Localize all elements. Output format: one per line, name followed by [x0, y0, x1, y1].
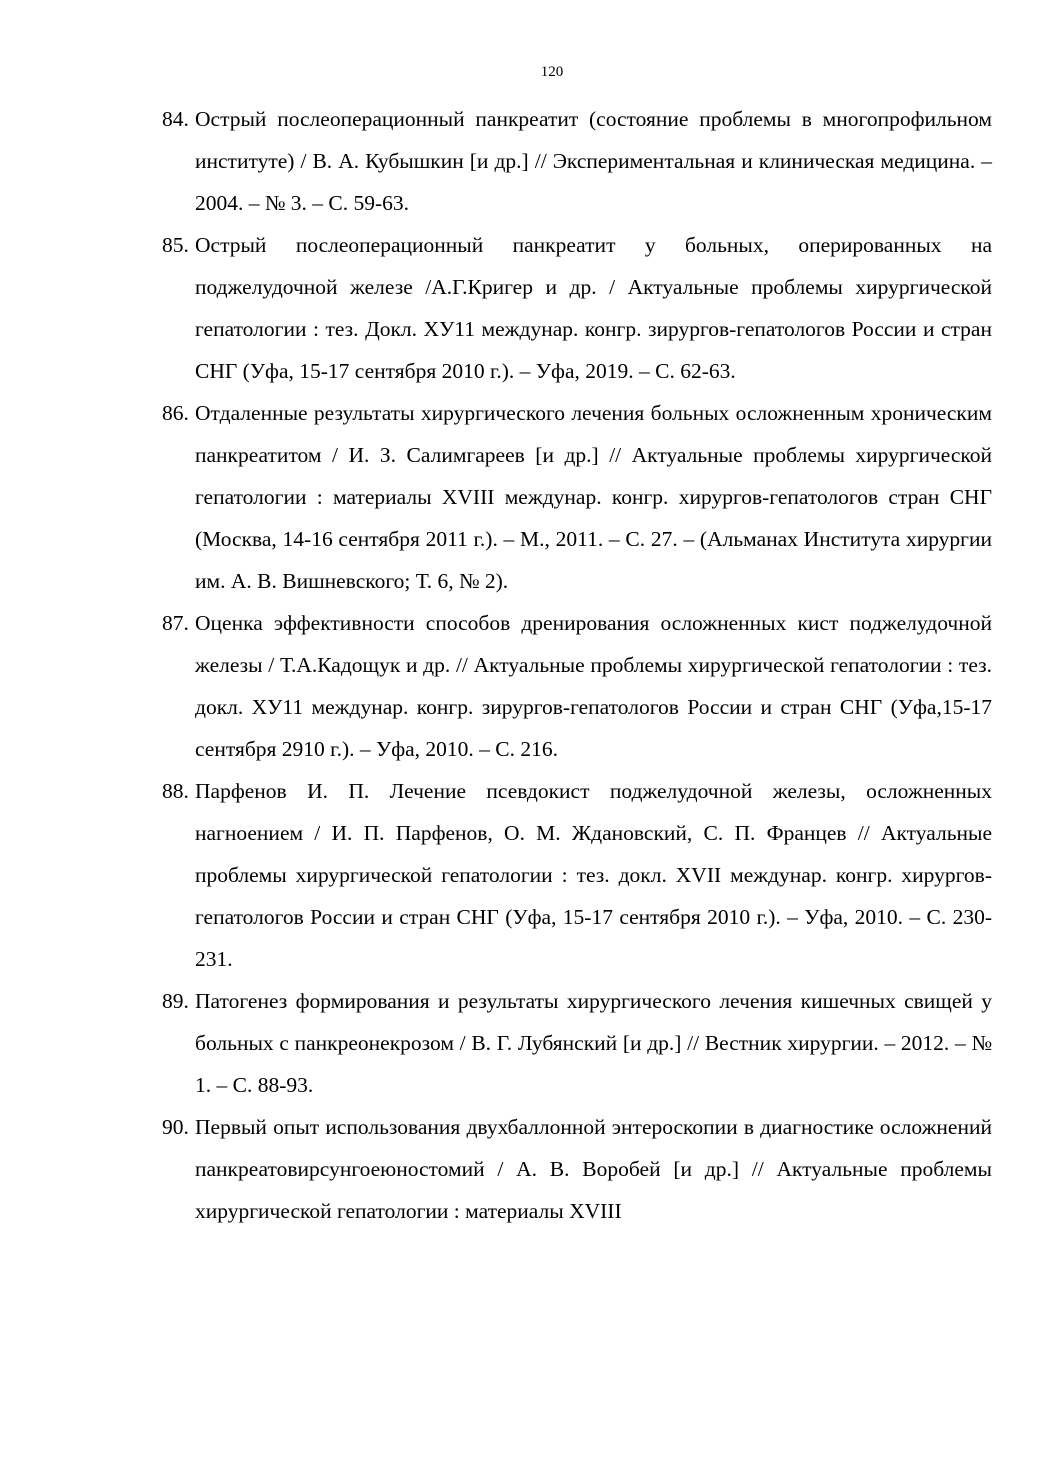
reference-item-86	[162, 392, 992, 602]
reference-item-84	[162, 98, 992, 224]
reference-text: Первый опыт использования двухбаллонной энтероскопии в диагностике осложнений панкреатовирсунгоеюностомий / А. В. Воробей [и др.] // Актуальные проблемы хирургической гепатологии : материалы XVIII	[195, 1115, 992, 1223]
reference-text: Оценка эффективности способов дренирования осложненных кист поджелудочной железы / Т.А.Кадощук и др. // Актуальные проблемы хирургической гепатологии : тез. докл. ХУ11 междунар. конгр. зирургов-гепатологов России и стран СНГ (Уфа,15-17 сентября 2910 г.). – Уфа, 2010. – С. 216.	[195, 611, 992, 761]
reference-text: Парфенов И. П. Лечение псевдокист поджелудочной железы, осложненных нагноением / И. П. Парфенов, О. М. Ждановский, С. П. Францев // Актуальные проблемы хирургической гепатологии : тез. докл. XVII междунар. конгр. хирургов-гепатологов России и стран СНГ (Уфа, 15-17 сентября 2010 г.). – Уфа, 2010. – С. 230-231.	[195, 779, 992, 971]
reference-number: 86.	[162, 401, 189, 425]
reference-number: 87.	[162, 611, 189, 635]
reference-number: 89.	[162, 989, 189, 1013]
reference-number: 85.	[162, 233, 189, 257]
reference-text: Отдаленные результаты хирургического лечения больных осложненным хроническим панкреатитом / И. З. Салимгареев [и др.] // Актуальные проблемы хирургической гепатологии : материалы XVIII междунар. конгр. хирургов-гепатологов стран СНГ (Москва, 14-16 сентября 2011 г.). – М., 2011. – С. 27. – (Альманах Института хирургии им. А. В. Вишневского; Т. 6, № 2).	[195, 401, 992, 593]
reference-text: Острый послеоперационный панкреатит (состояние проблемы в многопрофильном институте) / В. А. Кубышкин [и др.] // Экспериментальная и клиническая медицина. – 2004. – № 3. – С. 59-63.	[195, 107, 992, 215]
reference-text: Патогенез формирования и результаты хирургического лечения кишечных свищей у больных с панкреонекрозом / В. Г. Лубянский [и др.] // Вестник хирургии. – 2012. – № 1. – С. 88-93.	[195, 989, 992, 1097]
reference-text: Острый послеоперационный панкреатит у больных, оперированных на поджелудочной железе /А.Г.Кригер и др. / Актуальные проблемы хирургической гепатологии : тез. Докл. ХУ11 междунар. конгр. зирургов-гепатологов России и стран СНГ (Уфа, 15-17 сентября 2010 г.). – Уфа, 2019. – С. 62-63.	[195, 233, 992, 383]
reference-item-87	[162, 602, 992, 770]
reference-number: 90.	[162, 1115, 189, 1139]
reference-item-88	[162, 770, 992, 980]
reference-number: 88.	[162, 779, 189, 803]
reference-list	[162, 98, 992, 1232]
reference-number: 84.	[162, 107, 189, 131]
reference-item-89	[162, 980, 992, 1106]
page-number: 120	[540, 64, 564, 80]
reference-item-85	[162, 224, 992, 392]
reference-item-90	[162, 1106, 992, 1232]
